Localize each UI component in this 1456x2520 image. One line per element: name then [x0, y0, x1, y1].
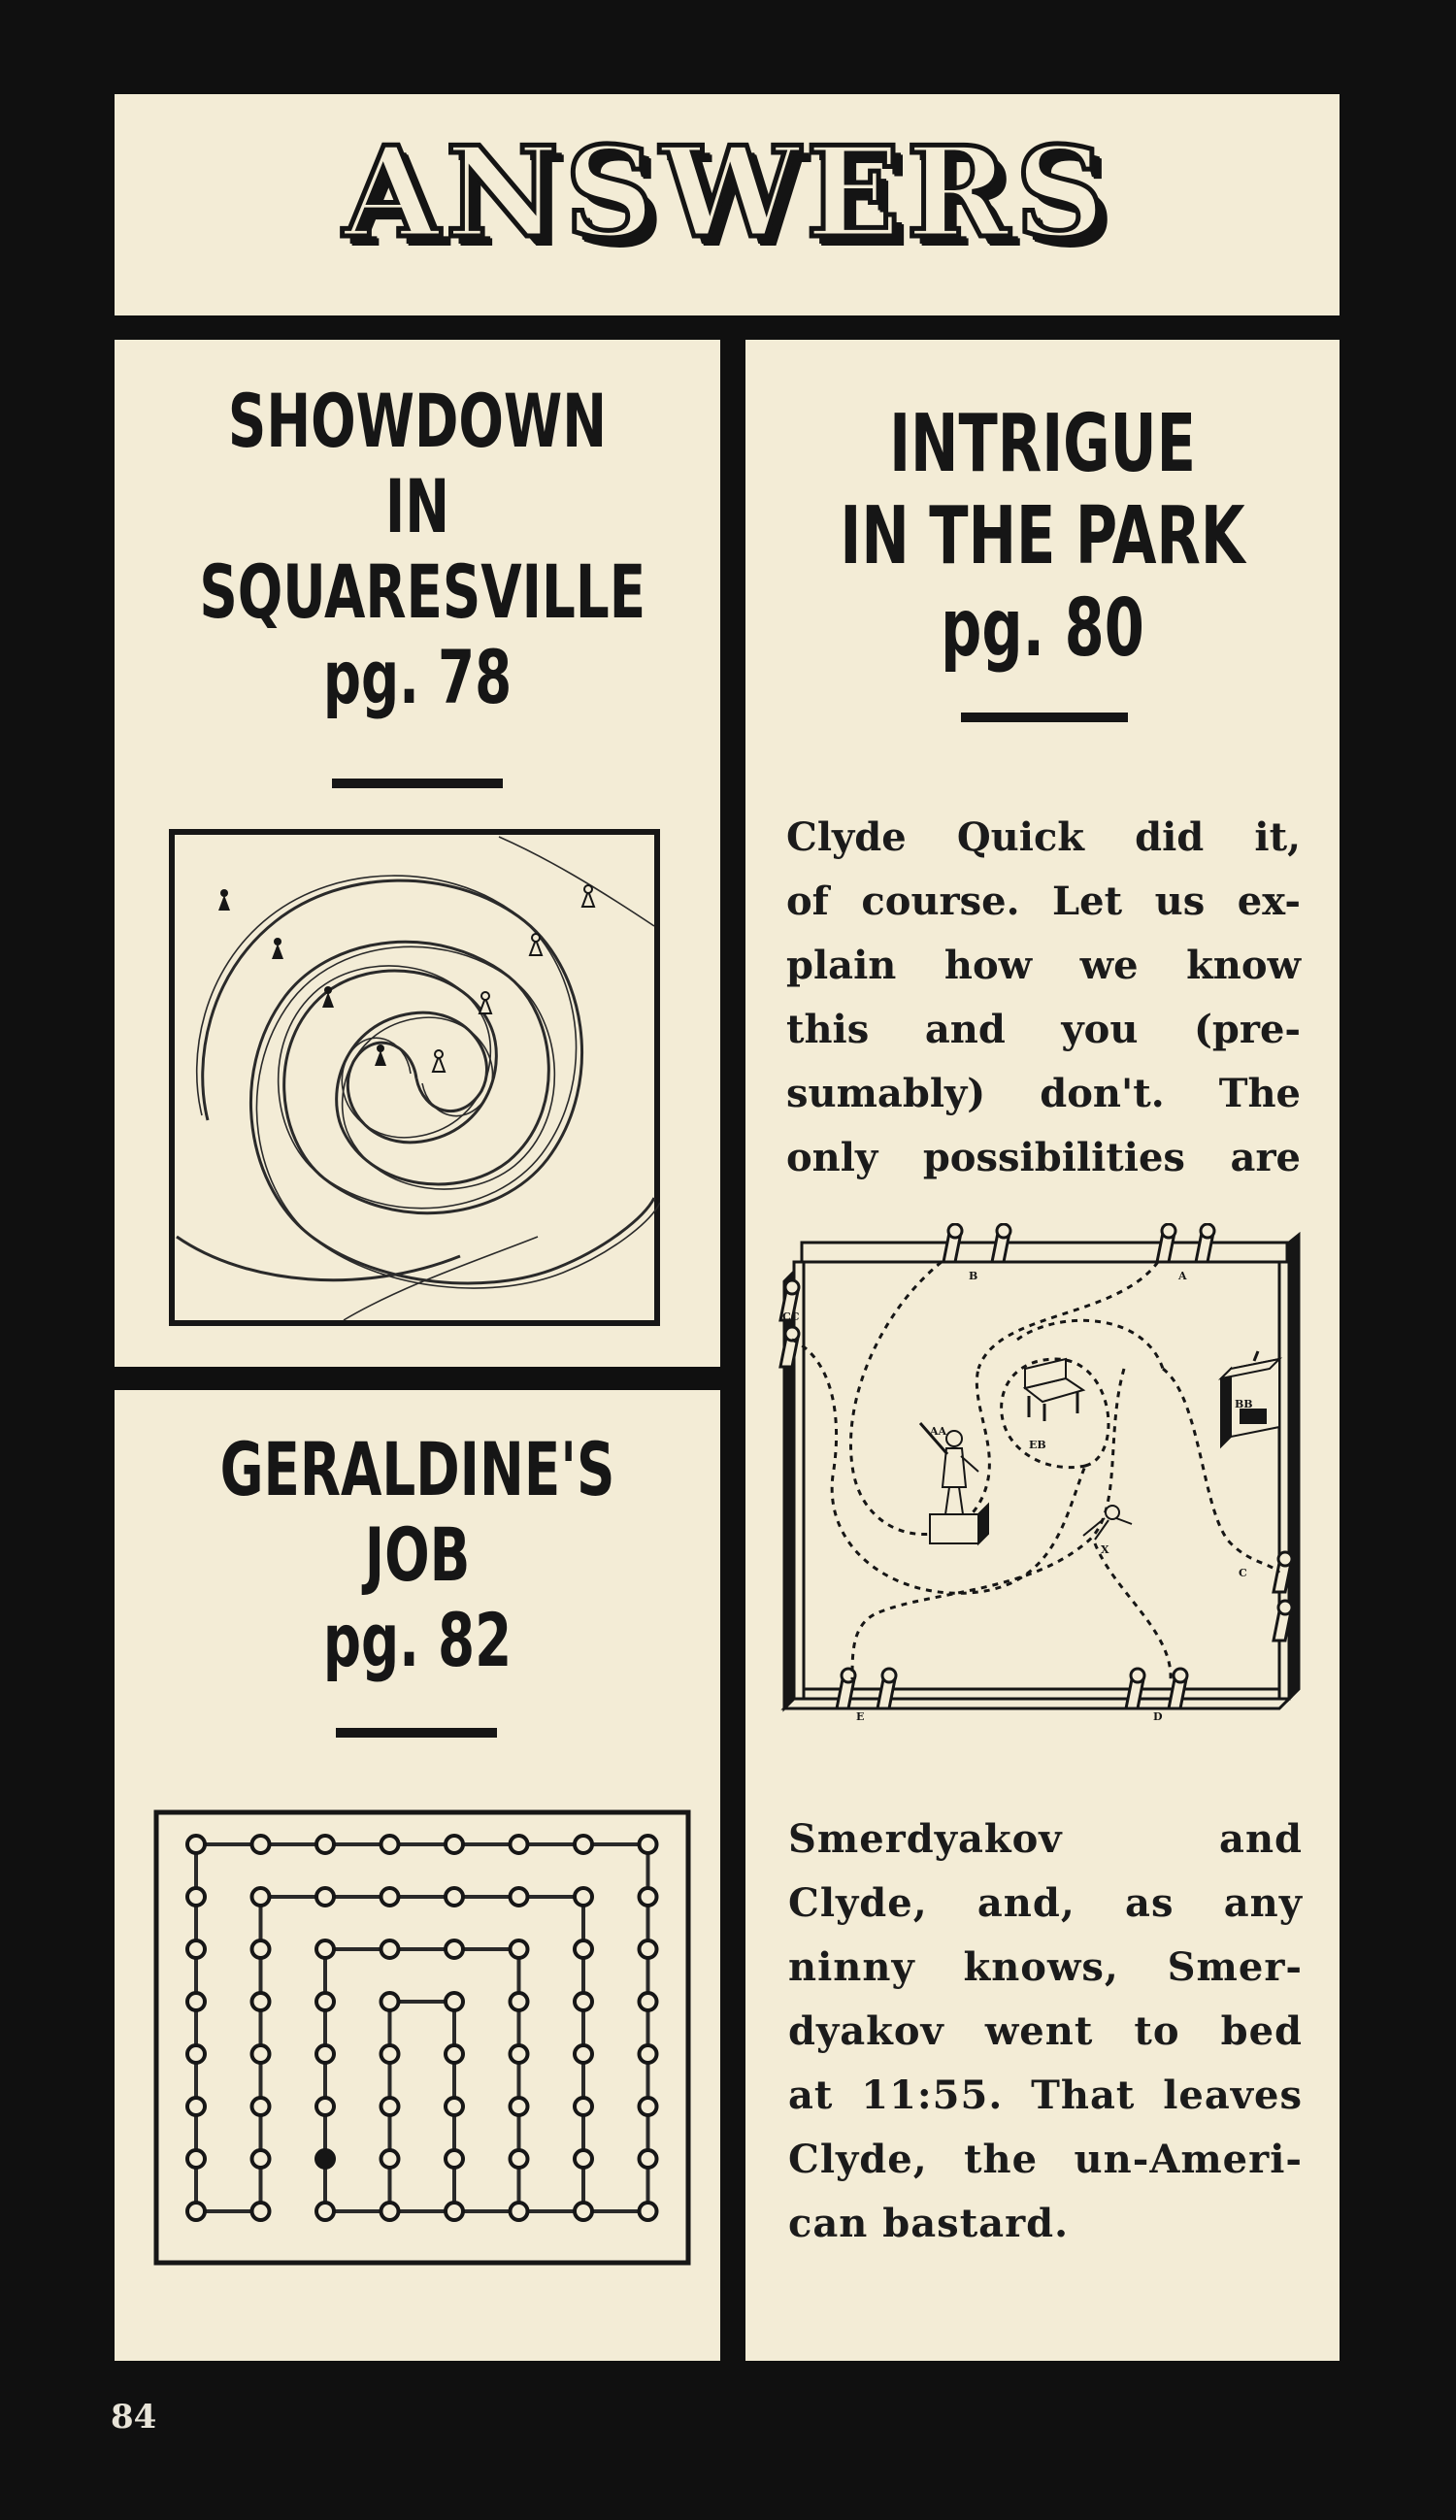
grid-dot: [446, 1888, 463, 1906]
grid-dot: [187, 1993, 205, 2010]
grid-dot: [252, 2045, 270, 2063]
grid-dot: [640, 2203, 657, 2220]
intrigue-panel: [745, 340, 1340, 2361]
grid-dot: [575, 1993, 592, 2010]
grid-dot: [381, 1940, 399, 1958]
showdown-title: [115, 379, 720, 721]
dot-grid-path-diagram: [153, 1809, 691, 2266]
grid-dot: [446, 2098, 463, 2115]
grid-dot: [187, 2098, 205, 2115]
grid-dot: [381, 1888, 399, 1906]
page-title: ANSWERS: [343, 120, 1111, 266]
grid-dot: [316, 2098, 334, 2115]
map-label-c: C: [1239, 1567, 1247, 1579]
grid-dot: [511, 2098, 528, 2115]
solution-text-top: [786, 806, 1301, 1190]
grid-dot: [640, 1836, 657, 1853]
grid-dot: [511, 1888, 528, 1906]
grid-dot: [316, 2150, 334, 2168]
grid-dot: [316, 1888, 334, 1906]
geraldine-title-line: JOB: [364, 1511, 471, 1599]
map-label-a: A: [1178, 1270, 1187, 1282]
grid-dot: [446, 1836, 463, 1853]
intrigue-underline: [961, 713, 1128, 722]
grid-dot: [640, 2045, 657, 2063]
grid-dot: [187, 2150, 205, 2168]
grid-dot: [252, 2203, 270, 2220]
grid-dot: [446, 1993, 463, 2010]
map-label-bb: BB: [1235, 1398, 1253, 1410]
solution-line: only possibilities are: [786, 1135, 1301, 1180]
grid-dot: [575, 2203, 592, 2220]
map-label-aa: AA: [930, 1425, 947, 1438]
map-label-eb: EB: [1029, 1439, 1046, 1451]
grid-dot: [511, 2203, 528, 2220]
grid-dot: [381, 2203, 399, 2220]
solution-line: Clyde, and, as any: [788, 1880, 1303, 1926]
grid-dot: [187, 2045, 205, 2063]
grid-dot: [446, 2203, 463, 2220]
map-label-x: X: [1101, 1543, 1109, 1556]
solution-text-bottom: [788, 1807, 1303, 2256]
grid-dot: [511, 2150, 528, 2168]
grid-dot: [187, 2203, 205, 2220]
showdown-panel: [115, 340, 720, 1367]
grid-dot: [446, 2150, 463, 2168]
grid-dot: [511, 1940, 528, 1958]
grid-dot: [316, 2203, 334, 2220]
intrigue-title: [745, 398, 1340, 675]
grid-dot: [187, 1940, 205, 1958]
intrigue-title-line: INTRIGUE: [889, 398, 1196, 490]
grid-dot: [381, 2045, 399, 2063]
grid-dot: [575, 1940, 592, 1958]
grid-dot: [381, 1993, 399, 2010]
grid-dot: [316, 1940, 334, 1958]
grid-dot: [575, 2150, 592, 2168]
showdown-underline: [332, 779, 503, 788]
grid-dot: [446, 2045, 463, 2063]
intrigue-title-line: IN THE PARK: [840, 490, 1245, 583]
spiral-solution-diagram: [169, 829, 660, 1326]
map-label-d: D: [1153, 1710, 1163, 1723]
solution-line: Clyde Quick did it,: [786, 814, 1301, 860]
solution-line: plain how we know: [786, 943, 1301, 988]
solution-line: can bastard.: [788, 2201, 1070, 2246]
grid-dot: [575, 2045, 592, 2063]
showdown-title-line: SQUARESVILLE: [199, 548, 646, 636]
showdown-title-line: IN: [384, 463, 450, 550]
showdown-page-ref: pg. 78: [322, 634, 513, 721]
geraldine-title: [115, 1427, 720, 1683]
grid-dot: [316, 1836, 334, 1853]
solution-line: dyakov went to bed: [788, 2008, 1303, 2054]
solution-line: at 11:55. That leaves: [788, 2072, 1303, 2118]
grid-dot: [252, 2098, 270, 2115]
grid-dot: [511, 1836, 528, 1853]
grid-dot: [252, 1836, 270, 1853]
grid-dot: [575, 2098, 592, 2115]
grid-dot: [575, 1836, 592, 1853]
grid-dot: [575, 1888, 592, 1906]
grid-dot: [252, 2150, 270, 2168]
solution-line: of course. Let us ex-: [786, 879, 1301, 924]
grid-dot: [511, 2045, 528, 2063]
page-number: 84: [111, 2398, 157, 2437]
grid-dot: [252, 1940, 270, 1958]
park-map-diagram: [775, 1223, 1308, 1728]
showdown-title-line: SHOWDOWN: [227, 378, 608, 464]
solution-line: Clyde, the un-Ameri-: [788, 2137, 1303, 2182]
grid-dot: [381, 2098, 399, 2115]
grid-dot: [252, 1888, 270, 1906]
grid-dot: [511, 1993, 528, 2010]
grid-dot: [187, 1888, 205, 1906]
map-label-b: B: [969, 1270, 978, 1282]
geraldine-title-line: GERALDINE'S: [219, 1426, 615, 1512]
grid-dot: [381, 1836, 399, 1853]
solution-line: this and you (pre-: [786, 1007, 1301, 1052]
grid-dot: [316, 2045, 334, 2063]
map-label-e: E: [856, 1710, 865, 1723]
solution-line: ninny knows, Smer-: [788, 1944, 1303, 1990]
geraldine-panel: [115, 1390, 720, 2361]
map-label-cc: CC: [782, 1310, 800, 1323]
geraldine-page-ref: pg. 82: [322, 1597, 513, 1684]
grid-dot: [252, 1993, 270, 2010]
grid-dot: [640, 1888, 657, 1906]
grid-dot: [640, 2098, 657, 2115]
solution-line: sumably) don't. The: [786, 1071, 1301, 1116]
grid-dot: [446, 1940, 463, 1958]
grid-dot: [316, 1993, 334, 2010]
grid-dot: [381, 2150, 399, 2168]
geraldine-underline: [336, 1728, 497, 1738]
grid-dot: [640, 1940, 657, 1958]
grid-dot: [640, 2150, 657, 2168]
grid-dot: [187, 1836, 205, 1853]
grid-dot: [640, 1993, 657, 2010]
answers-banner: [115, 94, 1340, 315]
intrigue-page-ref: pg. 80: [941, 582, 1144, 676]
solution-line: Smerdyakov and: [788, 1816, 1303, 1862]
